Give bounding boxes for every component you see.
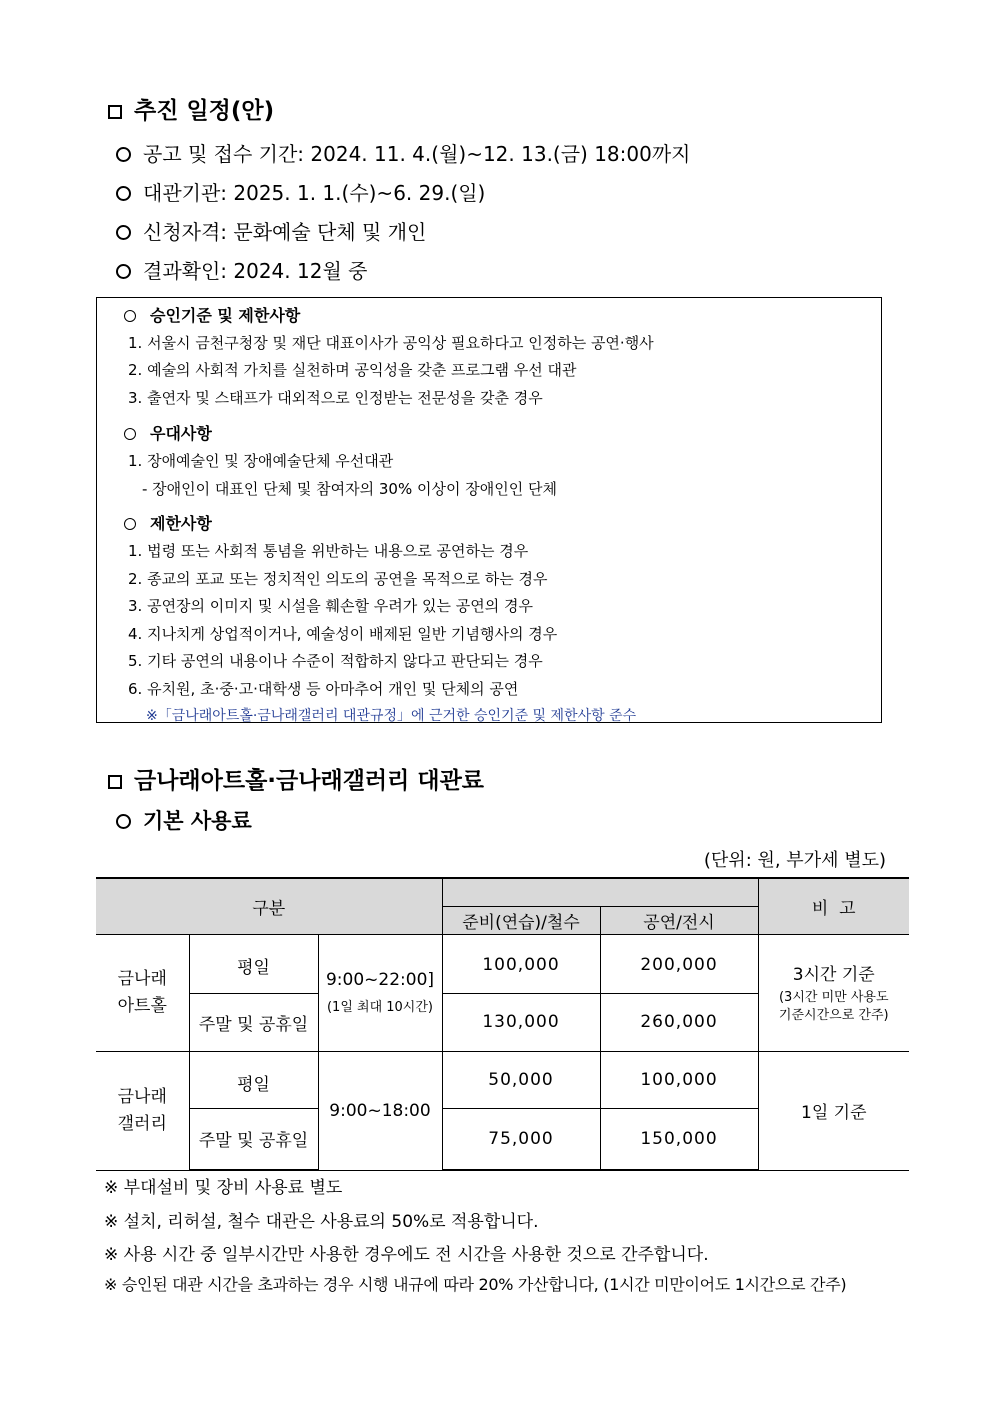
hall-name-line: 금나래: [117, 968, 167, 989]
hall-weekday-label: 평일: [189, 934, 318, 993]
header-blank: [442, 878, 758, 906]
gallery-name-line: 갤러리: [117, 1113, 167, 1134]
footnote: ※ 설치, 리허설, 철수 대관은 사용료의 50%로 적용합니다.: [104, 1212, 539, 1232]
hall-time-main: 9:00~22:00]: [325, 969, 435, 990]
gallery-weekend-prep: 75,000: [442, 1108, 600, 1170]
hall-weekday-show: 200,000: [600, 934, 758, 993]
preference-heading: [124, 421, 212, 444]
fee-title: 금나래아트홀·금나래갤러리 대관료: [134, 768, 485, 794]
gallery-weekend-show: 150,000: [600, 1108, 758, 1170]
gallery-weekday-prep: 50,000: [442, 1051, 600, 1108]
approval-item: 3. 출연자 및 스태프가 대외적으로 인정받는 전문성을 갖춘 경우: [128, 389, 543, 407]
hall-weekday-prep: 100,000: [442, 934, 600, 993]
gallery-weekday-show: 100,000: [600, 1051, 758, 1108]
unit-label: (단위: 원, 부가세 별도): [703, 850, 886, 871]
fee-subheading: [116, 805, 252, 835]
hall-weekend-label: 주말 및 공휴일: [189, 993, 318, 1051]
schedule-item-text: 대관기관: 2025. 1. 1.(수)~6. 29.(일): [143, 181, 486, 205]
fee-table: [96, 877, 909, 1171]
hall-note-sub: (3시간 미만 사용도: [778, 990, 889, 1005]
schedule-heading: [108, 92, 274, 125]
approval-item: 2. 예술의 사회적 가치를 실천하며 공익성을 갖춘 프로그램 우선 대관: [128, 361, 577, 379]
restriction-note: ※「금나래아트홀·금나래갤러리 대관규정」에 근거한 승인기준 및 제한사항 준수: [146, 708, 637, 724]
footnote: ※ 사용 시간 중 일부시간만 사용한 경우에도 전 시간을 사용한 것으로 간주합니다.: [104, 1245, 709, 1265]
fee-heading: [108, 762, 484, 795]
schedule-item: [116, 138, 690, 167]
gallery-time: 9:00~18:00: [318, 1051, 442, 1170]
gallery-note: 1일 기준: [758, 1051, 909, 1170]
circle-bullet-icon: [116, 264, 131, 279]
footnote: ※ 승인된 대관 시간을 초과하는 경우 시행 내규에 따라 20% 가산합니다, (1시간 미만이어도 1시간으로 간주): [104, 1275, 847, 1294]
schedule-item-text: 결과확인: 2024. 12월 중: [143, 259, 368, 283]
circle-bullet-icon: [116, 147, 131, 162]
restriction-heading-text: 제한사항: [150, 514, 212, 533]
restriction-heading: [124, 511, 212, 534]
header-note: 비 고: [758, 878, 909, 934]
schedule-item: [116, 177, 485, 206]
hall-note-main: 3시간 기준: [792, 965, 875, 985]
restriction-item: 1. 법령 또는 사회적 통념을 위반하는 내용으로 공연하는 경우: [128, 542, 529, 560]
preference-heading-text: 우대사항: [150, 424, 212, 443]
restriction-item: 5. 기타 공연의 내용이나 수준이 적합하지 않다고 판단되는 경우: [128, 652, 543, 670]
gallery-weekend-label: 주말 및 공휴일: [189, 1108, 318, 1170]
fee-subtitle: 기본 사용료: [143, 809, 252, 833]
circle-bullet-icon: [116, 186, 131, 201]
hall-name-line: 아트홀: [117, 995, 167, 1016]
schedule-item: [116, 216, 426, 245]
schedule-item-text: 공고 및 접수 기간: 2024. 11. 4.(월)~12. 13.(금) 18:00까지: [143, 142, 691, 166]
gallery-name: [96, 1051, 189, 1170]
hall-time: [318, 934, 442, 1051]
restriction-item: 3. 공연장의 이미지 및 시설을 훼손할 우려가 있는 공연의 경우: [128, 597, 533, 615]
header-category: 구분: [96, 878, 442, 934]
circle-bullet-icon: [124, 518, 136, 530]
gallery-weekday-label: 평일: [189, 1051, 318, 1108]
approval-heading: [124, 303, 300, 326]
circle-bullet-icon: [124, 428, 136, 440]
square-bullet-icon: [108, 775, 122, 789]
schedule-item: [116, 255, 367, 284]
gallery-name-line: 금나래: [117, 1086, 167, 1107]
hall-note-sub: 기준시간으로 간주): [778, 1008, 889, 1023]
restriction-item: 4. 지나치게 상업적이거나, 예술성이 배제된 일반 기념행사의 경우: [128, 625, 558, 643]
circle-bullet-icon: [116, 814, 131, 829]
approval-heading-text: 승인기준 및 제한사항: [150, 306, 301, 325]
schedule-title: 추진 일정(안): [134, 98, 275, 124]
schedule-item-text: 신청자격: 문화예술 단체 및 개인: [143, 220, 427, 244]
header-show: 공연/전시: [600, 906, 758, 934]
hall-weekend-prep: 130,000: [442, 993, 600, 1051]
preference-item: 1. 장애예술인 및 장애예술단체 우선대관: [128, 452, 394, 470]
circle-bullet-icon: [124, 310, 136, 322]
restriction-item: 2. 종교의 포교 또는 정치적인 의도의 공연을 목적으로 하는 경우: [128, 570, 548, 588]
hall-name: [96, 934, 189, 1051]
footnote: ※ 부대설비 및 장비 사용료 별도: [104, 1178, 343, 1198]
hall-note: [758, 934, 909, 1051]
hall-time-sub: (1일 최대 10시간): [326, 999, 433, 1015]
circle-bullet-icon: [116, 225, 131, 240]
hall-weekend-show: 260,000: [600, 993, 758, 1051]
header-prep: 준비(연습)/철수: [442, 906, 600, 934]
square-bullet-icon: [108, 105, 122, 119]
approval-item: 1. 서울시 금천구청장 및 재단 대표이사가 공익상 필요하다고 인정하는 공연·행사: [128, 334, 654, 352]
preference-subitem: - 장애인이 대표인 단체 및 참여자의 30% 이상이 장애인인 단체: [142, 480, 557, 498]
restriction-item: 6. 유치원, 초·중·고·대학생 등 아마추어 개인 및 단체의 공연: [128, 680, 519, 698]
